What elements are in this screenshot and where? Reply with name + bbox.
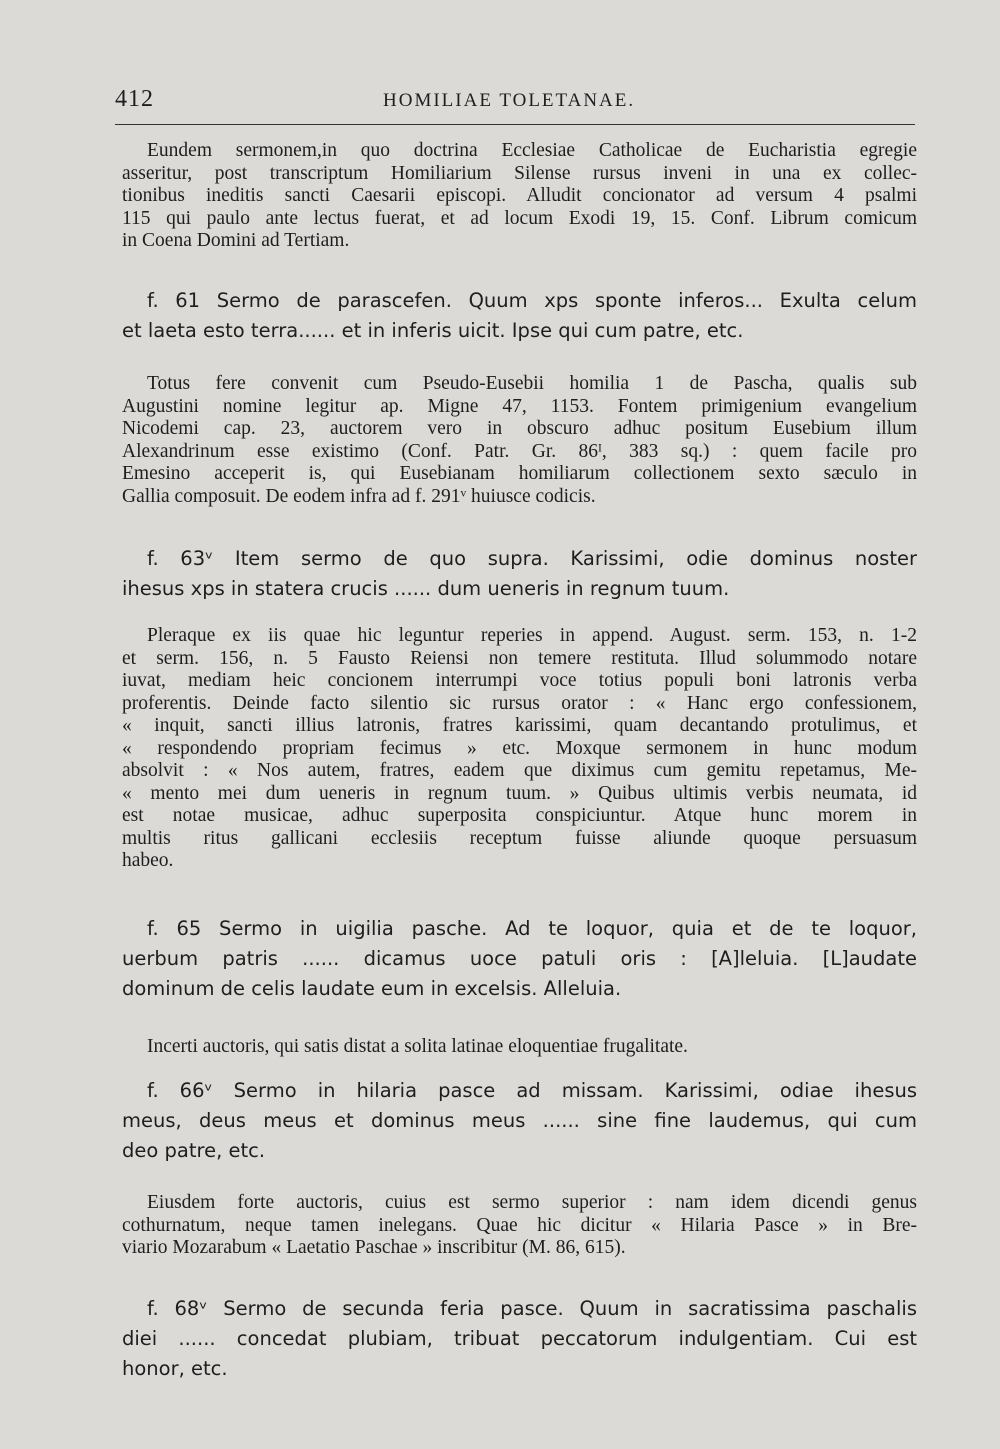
page-number: 412 — [115, 86, 154, 112]
text-line: honor, etc. — [122, 1357, 228, 1380]
text-line: uerbum patris ...... dicamus uoce patuli oris : [A]leluia. [L]audate — [122, 947, 917, 970]
text-line: Augustini nomine legitur ap. Migne 47, 1153. Fontem primigenium evangelium — [122, 395, 917, 417]
text-line: f. 66ᵛ Sermo in hilaria pasce ad missam. Karissimi, odiae ihesus — [147, 1079, 917, 1102]
text-line: f. 61 Sermo de parascefen. Quum xps sponte inferos... Exulta celum — [147, 289, 917, 312]
text-line: dominum de celis laudate eum in excelsis. Alleluia. — [122, 977, 622, 1000]
commentary-paragraph — [122, 140, 917, 253]
text-line: habeo. — [122, 850, 174, 871]
manuscript-entry — [122, 914, 917, 1004]
text-line: « respondendo propriam fecimus » etc. Moxque sermonem in hunc modum — [122, 737, 917, 759]
text-line: et serm. 156, n. 5 Fausto Reiensi non temere restituta. Illud solummodo notare — [122, 647, 917, 669]
text-line: proferentis. Deinde facto silentio sic rursus orator : « Hanc ergo confessionem, — [122, 692, 917, 714]
text-line: cothurnatum, neque tamen inelegans. Quae hic dicitur « Hilaria Pasce » in Bre- — [122, 1214, 917, 1236]
text-line: Alexandrinum esse existimo (Conf. Patr. Gr. 86ᴵ, 383 sq.) : quem facile pro — [122, 440, 917, 462]
text-line: f. 63ᵛ Item sermo de quo supra. Karissimi, odie dominus noster — [147, 547, 917, 570]
text-line: deo patre, etc. — [122, 1139, 266, 1162]
text-line: Totus fere convenit cum Pseudo-Eusebii homilia 1 de Pascha, qualis sub — [147, 373, 917, 394]
text-line: Eiusdem forte auctoris, cuius est sermo superior : nam idem dicendi genus — [147, 1192, 917, 1213]
text-line: Eundem sermonem,in quo doctrina Ecclesiae Catholicae de Eucharistia egregie — [147, 140, 917, 161]
text-line: tionibus ineditis sancti Caesarii episcopi. Alludit concionator ad versum 4 psalmi — [122, 185, 917, 206]
text-line: « inquit, sancti illius latronis, fratres karissimi, quam decantando protulimus, et — [122, 715, 917, 736]
text-line: diei ...... concedat plubiam, tribuat peccatorum indulgentiam. Cui est — [122, 1327, 917, 1350]
text-line: f. 65 Sermo in uigilia pasche. Ad te loquor, quia et de te loquor, — [147, 917, 917, 940]
text-line: iuvat, mediam heic concionem interrumpi voce totius populi boni latronis verba — [122, 670, 917, 691]
text-line: Emesino acceperit is, qui Eusebianam homiliarum collectionem sexto sæculo in — [122, 463, 917, 484]
text-line: Nicodemi cap. 23, auctorem vero in obscuro adhuc positum Eusebium illum — [122, 418, 917, 439]
commentary-paragraph — [122, 1036, 917, 1059]
text-line: multis ritus gallicani ecclesiis receptum fuisse aliunde quoque persuasum — [122, 827, 917, 849]
text-line: Gallia composuit. De eodem infra ad f. 291ᵛ huiusce codicis. — [122, 485, 596, 507]
manuscript-entry — [122, 1076, 917, 1166]
commentary-paragraph — [122, 373, 917, 508]
manuscript-entry — [122, 544, 917, 604]
manuscript-entry — [122, 1294, 917, 1384]
commentary-paragraph — [122, 1192, 917, 1260]
text-line: absolvit : « Nos autem, fratres, eadem que diximus cum gemitu repetamus, Me- — [122, 760, 917, 781]
text-line: « mento mei dum ueneris in regnum tuum. » Quibus ultimis verbis neumata, id — [122, 782, 917, 804]
manuscript-entry — [122, 286, 917, 346]
commentary-paragraph — [122, 625, 917, 873]
running-title: HOMILIAE TOLETANAE. — [383, 90, 636, 111]
text-line: meus, deus meus et dominus meus ...... sine fine laudemus, qui cum — [122, 1109, 917, 1132]
text-line: est notae musicae, adhuc superposita conspiciuntur. Atque hunc morem in — [122, 805, 917, 826]
text-line: asseritur, post transcriptum Homiliarium Silense rursus inveni in una ex collec- — [122, 162, 917, 184]
text-line: in Coena Domini ad Tertiam. — [122, 230, 350, 251]
text-line: Incerti auctoris, qui satis distat a solita latinae eloquentiae frugalitate. — [147, 1036, 688, 1057]
text-line: 115 qui paulo ante lectus fuerat, et ad locum Exodi 19, 15. Conf. Librum comicum — [122, 207, 917, 229]
text-line: f. 68ᵛ Sermo de secunda feria pasce. Quum in sacratissima paschalis — [147, 1297, 917, 1320]
text-line: et laeta esto terra...... et in inferis uicit. Ipse qui cum patre, etc. — [122, 319, 744, 342]
page-header — [115, 86, 915, 116]
header-rule — [115, 124, 915, 125]
text-line: ihesus xps in statera crucis ...... dum ueneris in regnum tuum. — [122, 577, 730, 600]
text-line: Pleraque ex iis quae hic leguntur reperies in append. August. serm. 153, n. 1-2 — [147, 625, 917, 646]
text-line: viario Mozarabum « Laetatio Paschae » inscribitur (M. 86, 615). — [122, 1237, 626, 1258]
